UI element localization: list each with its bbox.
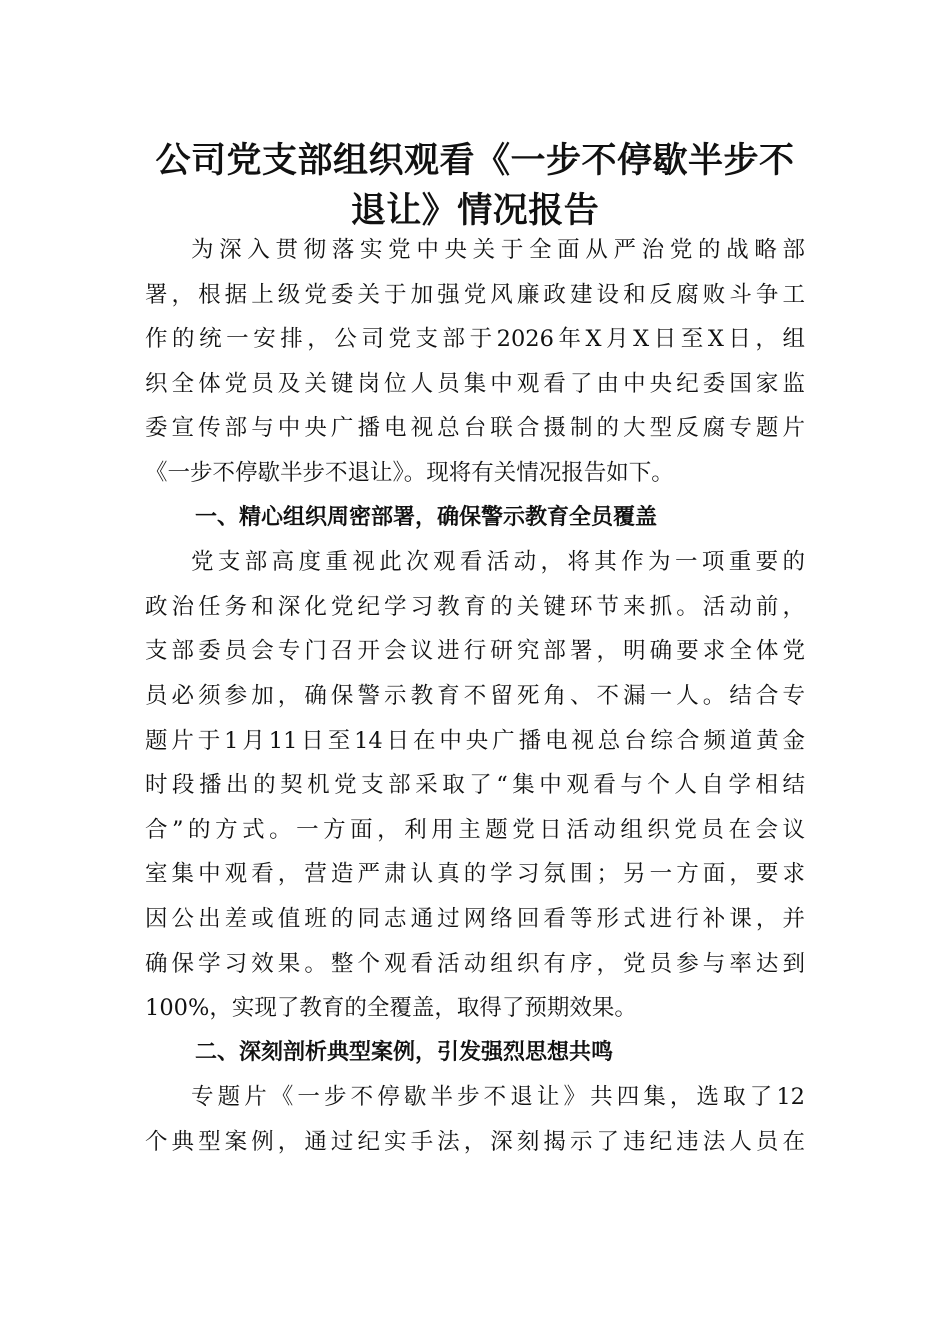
text-line: 支部委员会专门召开会议进行研究部署，明确要求全体党 bbox=[145, 638, 805, 665]
text-line: 确保学习效果。整个观看活动组织有序，党员参与率达到 bbox=[145, 950, 805, 977]
text-line: 织全体党员及关键岗位人员集中观看了由中央纪委国家监 bbox=[145, 370, 805, 397]
text-line: 作的统一安排，公司党支部于2026年X月X日至X日，组 bbox=[145, 326, 805, 353]
text-line: 因公出差或值班的同志通过网络回看等形式进行补课，并 bbox=[145, 905, 805, 932]
text-line: 党支部高度重视此次观看活动，将其作为一项重要的 bbox=[191, 549, 805, 576]
text-line: 时段播出的契机党支部采取了“集中观看与个人自学相结 bbox=[145, 772, 805, 799]
section1-paragraph bbox=[145, 540, 805, 1031]
section-heading-1: 一、精心组织周密部署，确保警示教育全员覆盖 bbox=[195, 504, 658, 530]
intro-paragraph bbox=[145, 228, 805, 496]
document-body bbox=[145, 228, 805, 1164]
text-line: 100%，实现了教育的全覆盖，取得了预期效果。 bbox=[145, 995, 637, 1022]
title-line: 退让》情况报告 bbox=[350, 190, 600, 232]
document-title bbox=[145, 136, 805, 236]
text-line: 《一步不停歇半步不退让》。现将有关情况报告如下。 bbox=[145, 459, 674, 486]
section-heading-2: 二、深刻剖析典型案例，引发强烈思想共鸣 bbox=[195, 1039, 614, 1065]
text-line: 政治任务和深化党纪学习教育的关键环节来抓。活动前， bbox=[145, 593, 805, 620]
text-line: 室集中观看，营造严肃认真的学习氛围；另一方面，要求 bbox=[145, 861, 805, 888]
text-line: 合”的方式。一方面，利用主题党日活动组织党员在会议 bbox=[145, 816, 805, 843]
text-line: 个典型案例，通过纪实手法，深刻揭示了违纪违法人员在 bbox=[145, 1128, 805, 1155]
text-line: 员必须参加，确保警示教育不留死角、不漏一人。结合专 bbox=[145, 682, 805, 709]
text-line: 题片于1月11日至14日在中央广播电视总台综合频道黄金 bbox=[145, 727, 805, 754]
text-line: 专题片《一步不停歇半步不退让》共四集，选取了12 bbox=[191, 1084, 805, 1111]
text-line: 为深入贯彻落实党中央关于全面从严治党的战略部 bbox=[191, 237, 805, 263]
section2-paragraph bbox=[145, 1075, 805, 1164]
title-line: 公司党支部组织观看《一步不停歇半步不 bbox=[155, 140, 795, 182]
text-line: 署，根据上级党委关于加强党风廉政建设和反腐败斗争工 bbox=[145, 281, 805, 308]
text-line: 委宣传部与中央广播电视总台联合摄制的大型反腐专题片 bbox=[145, 415, 805, 442]
